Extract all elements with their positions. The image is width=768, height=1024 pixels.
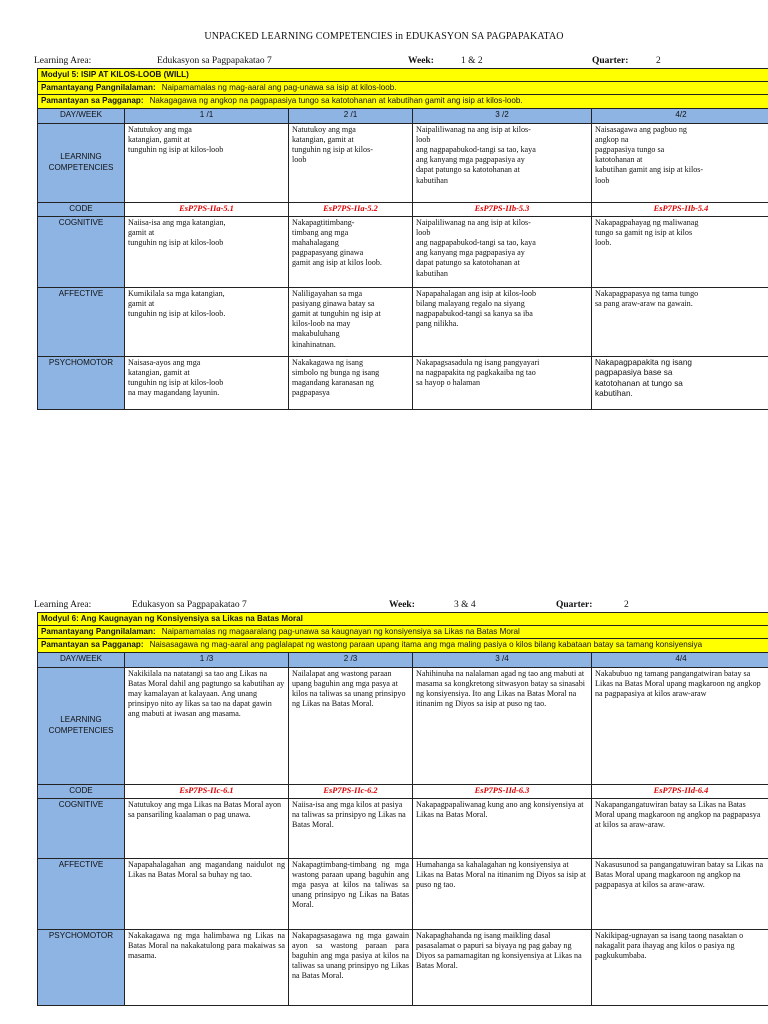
column-header: 1 /3 xyxy=(125,652,289,667)
module-row xyxy=(38,613,768,626)
section-2-meta xyxy=(0,600,768,612)
pagganap-row xyxy=(38,639,768,652)
psychomotor-label: PSYCHOMOTOR xyxy=(38,929,125,1005)
competency-code: EsP7PS-IIc-6.1 xyxy=(125,784,289,798)
quarter-label: Quarter: xyxy=(592,56,629,66)
table-cell: Nakapaghahanda ng isang maikling dasal pasasalamat o papuri sa biyaya ng pag gabay ng Diyos sa pamamagitan ng konsiyensiya at Likas na Batas Moral. xyxy=(413,929,592,1005)
affective-label: AFFECTIVE xyxy=(38,858,125,929)
module-row xyxy=(38,69,768,82)
table-cell: Natutukoy ang mga katangian, gamit at tunguhin ng isip at kilos-loob xyxy=(125,123,289,202)
module-title: Modyul 6: Ang Kaugnayan ng Konsiyensiya sa Likas na Batas Moral xyxy=(41,614,303,623)
pagganap-text: Naisasagawa ng mag-aaral ang paglalapat ng wastong paraan upang itama ang mga maling pasiya o kilos bilang kabataan batay sa tamang konsiyensiya xyxy=(149,640,703,650)
table-cell: Nakapagpahayag ng maliwanag tungo sa gamit ng isip at kilos loob. xyxy=(592,216,768,287)
table-cell: Naliligayahan sa mga pasiyang ginawa batay sa gamit at tunguhin ng isip at kilos-loob na may makabuluhang kinahinatnan. xyxy=(289,287,413,356)
table-cell: Natutukoy ang mga katangian, gamit at tunguhin ng isip at kilos- loob xyxy=(289,123,413,202)
section-1-meta xyxy=(0,56,768,68)
day-week-header-row xyxy=(38,652,768,667)
code-label: CODE xyxy=(38,202,125,216)
table-cell: Naisasagawa ang pagbuo ng angkop na pagpapasiya tungo sa katotohanan at kabutihan gamit ang isip at kilos- loob xyxy=(592,123,768,202)
affective-row xyxy=(38,858,768,929)
table-cell: Naipaliliwanag na ang isip at kilos- loob ang nagpapabukod-tangi sa tao, kaya ang kanyang mga pagpapasiya ay dapat patungo sa katotohanan at kabutihan xyxy=(413,216,592,287)
competency-code: EsP7PS-IIa-5.2 xyxy=(289,202,413,216)
table-cell: Nakabubuo ng tamang pangangatwiran batay sa Likas na Batas Moral upang magkaroon ng angkop na pagpapasiya at kilos araw-araw xyxy=(592,667,768,784)
pangnilalaman-label: Pamantayang Pangnilalaman: xyxy=(41,627,156,637)
competency-table-1 xyxy=(37,68,768,410)
table-cell: Naisasa-ayos ang mga katangian, gamit at tunguhin ng isip at kilos-loob na may magandang layunin. xyxy=(125,356,289,409)
quarter-value: 2 xyxy=(624,600,629,610)
table-cell: Napapahalagahan ang magandang naidulot ng Likas na Batas Moral sa buhay ng tao. xyxy=(125,858,289,929)
learning-area-label: Learning Area: xyxy=(34,600,92,610)
table-cell: Nahihinuha na nalalaman agad ng tao ang mabuti at masama sa kongkretong sitwasyon batay sa sinasabi ng konsiyensiya. Ito ang Likas na Batas Moral na itinanim ng Diyos sa isip at puso ng tao. xyxy=(413,667,592,784)
quarter-label: Quarter: xyxy=(556,600,593,610)
competency-code: EsP7PS-IId-6.4 xyxy=(592,784,768,798)
pangnilalaman-row xyxy=(38,82,768,95)
column-header: 3 /4 xyxy=(413,652,592,667)
module-title: Modyul 5: ISIP AT KILOS-LOOB (WILL) xyxy=(41,70,189,79)
table-cell: Kumikilala sa mga katangian, gamit at tunguhin ng isip at kilos-loob. xyxy=(125,287,289,356)
pangnilalaman-row xyxy=(38,626,768,639)
pagganap-row xyxy=(38,95,768,108)
table-cell: Nakapagpapasya ng tama tungo sa pang araw-araw na gawain. xyxy=(592,287,768,356)
table-cell: Napapahalagan ang isip at kilos-loob bilang malayang regalo na siyang nagpapabukod-tangi sa kanya sa iba pang nilikha. xyxy=(413,287,592,356)
table-cell: Nakapagsasadula ng isang pangyayari na nagpapakita ng pagkakaiba ng tao sa hayop o halaman xyxy=(413,356,592,409)
table-cell: Naipaliliwanag na ang isip at kilos- loob ang nagpapabukod-tangi sa tao, kaya ang kanyang mga pagpapasiya ay dapat patungo sa katotohanan at kabutihan xyxy=(413,123,592,202)
column-header: 1 /1 xyxy=(125,108,289,123)
table-cell: Nakasusunod sa pangangatuwiran batay sa Likas na Batas Moral upang magkaroon ng angkop na pagpapasya at kilos sa araw-araw. xyxy=(592,858,768,929)
learning-competencies-label: LEARNING COMPETENCIES xyxy=(38,667,125,784)
table-cell: Nailalapat ang wastong paraan upang baguhin ang mga pasya at kilos na taliwas sa unang prinsipyo ng Likas na Batas Moral. xyxy=(289,667,413,784)
table-cell: Nakapagtitimbang- timbang ang mga mahahalagang pagpapasyang ginawa gamit ang isip at kilos loob. xyxy=(289,216,413,287)
table-cell: Nakapagpapakita ng isang pagpapasiya base sa katotohanan at tungo sa kabutihan. xyxy=(592,356,768,409)
table-cell: Natutukoy ang mga Likas na Batas Moral ayon sa pansariling kaalaman o pag unawa. xyxy=(125,798,289,858)
week-label: Week: xyxy=(389,600,415,610)
table-cell: Nakakagawa ng isang simbolo ng bunga ng isang magandang karanasan ng pagpapasya xyxy=(289,356,413,409)
psychomotor-row xyxy=(38,929,768,1005)
quarter-value: 2 xyxy=(656,56,661,66)
learning-area-label: Learning Area: xyxy=(34,56,92,66)
table-cell: Nakikipag-ugnayan sa isang taong nasaktan o nakagalit para ihayag ang kilos o pasiya ng pagkukumbaba. xyxy=(592,929,768,1005)
affective-label: AFFECTIVE xyxy=(38,287,125,356)
competency-code: EsP7PS-IId-6.3 xyxy=(413,784,592,798)
column-header: 3 /2 xyxy=(413,108,592,123)
competency-code: EsP7PS-IIb-5.3 xyxy=(413,202,592,216)
code-label: CODE xyxy=(38,784,125,798)
learning-competencies-label: LEARNING COMPETENCIES xyxy=(38,123,125,202)
learning-competencies-row xyxy=(38,123,768,202)
column-header: 4/2 xyxy=(592,108,768,123)
pagganap-label: Pamantayan sa Pagganap: xyxy=(41,96,144,106)
pangnilalaman-text: Naipamamalas ng magaaralang pag-unawa sa kaugnayan ng konsiyensiya sa Likas na Batas Moral xyxy=(161,627,520,637)
week-label: Week: xyxy=(408,56,434,66)
cognitive-row xyxy=(38,798,768,858)
cognitive-row xyxy=(38,216,768,287)
cognitive-label: COGNITIVE xyxy=(38,798,125,858)
table-cell: Nakapagsasagawa ng mga gawain ayon sa wastong paraan para baguhin ang mga pasiya at kilos na taliwas sa unang prinsipyo ng Likas na Batas Moral. xyxy=(289,929,413,1005)
pangnilalaman-text: Naipamamalas ng mag-aaral ang pag-unawa sa isip at kilos-loob. xyxy=(161,83,397,93)
column-header: 2 /1 xyxy=(289,108,413,123)
column-header: 4/4 xyxy=(592,652,768,667)
pangnilalaman-label: Pamantayang Pangnilalaman: xyxy=(41,83,156,93)
table-cell: Humahanga sa kahalagahan ng konsiyensiya at Likas na Batas Moral na itinanim ng Diyos sa isip at puso ng tao. xyxy=(413,858,592,929)
competency-code: EsP7PS-IIa-5.1 xyxy=(125,202,289,216)
pagganap-text: Nakagagawa ng angkop na pagpapasiya tungo sa katotohanan at kabutihan gamit ang isip at kilos-loob. xyxy=(149,96,523,106)
day-week-label: DAY/WEEK xyxy=(38,652,125,667)
competency-table-2 xyxy=(37,612,768,1006)
week-value: 1 & 2 xyxy=(461,56,483,66)
pagganap-label: Pamantayan sa Pagganap: xyxy=(41,640,144,650)
psychomotor-label: PSYCHOMOTOR xyxy=(38,356,125,409)
learning-area-value: Edukasyon sa Pagpapakatao 7 xyxy=(132,600,247,610)
table-cell: Naiisa-isa ang mga kilos at pasiya na taliwas sa prinsipyo ng Likas na Batas Moral. xyxy=(289,798,413,858)
cognitive-label: COGNITIVE xyxy=(38,216,125,287)
code-row xyxy=(38,784,768,798)
psychomotor-row xyxy=(38,356,768,409)
document-title: UNPACKED LEARNING COMPETENCIES in EDUKASYON SA PAGPAPAKATAO xyxy=(204,31,564,42)
day-week-label: DAY/WEEK xyxy=(38,108,125,123)
week-value: 3 & 4 xyxy=(454,600,476,610)
table-cell: Naiisa-isa ang mga katangian, gamit at tunguhin ng isip at kilos-loob xyxy=(125,216,289,287)
table-cell: Nakapagpapaliwanag kung ano ang konsiyensiya at Likas na Batas Moral. xyxy=(413,798,592,858)
column-header: 2 /3 xyxy=(289,652,413,667)
table-cell: Nakikilala na natatangi sa tao ang Likas na Batas Moral dahil ang pagtungo sa kabutihan ay may kamalayan at kalayaan. Ang unang prinsipyo nito ay likas sa tao na dapat gawin ang mabuti at iwasan ang masama. xyxy=(125,667,289,784)
day-week-header-row xyxy=(38,108,768,123)
table-cell: Nakakagawa ng mga halimbawa ng Likas na Batas Moral na nakakatulong para makaiwas sa masama. xyxy=(125,929,289,1005)
learning-competencies-row xyxy=(38,667,768,784)
table-cell: Nakapangangatuwiran batay sa Likas na Batas Moral upang magkaroon ng angkop na pagpapasya at kilos sa araw-araw. xyxy=(592,798,768,858)
competency-code: EsP7PS-IIc-6.2 xyxy=(289,784,413,798)
table-cell: Nakapagtimbang-timbang ng mga wastong paraan upang baguhin ang mga pasya at kilos na taliwas sa unang prinsipyo ng Likas na Batas Moral. xyxy=(289,858,413,929)
affective-row xyxy=(38,287,768,356)
code-row xyxy=(38,202,768,216)
competency-code: EsP7PS-IIb-5.4 xyxy=(592,202,768,216)
learning-area-value: Edukasyon sa Pagpapakatao 7 xyxy=(157,56,272,66)
